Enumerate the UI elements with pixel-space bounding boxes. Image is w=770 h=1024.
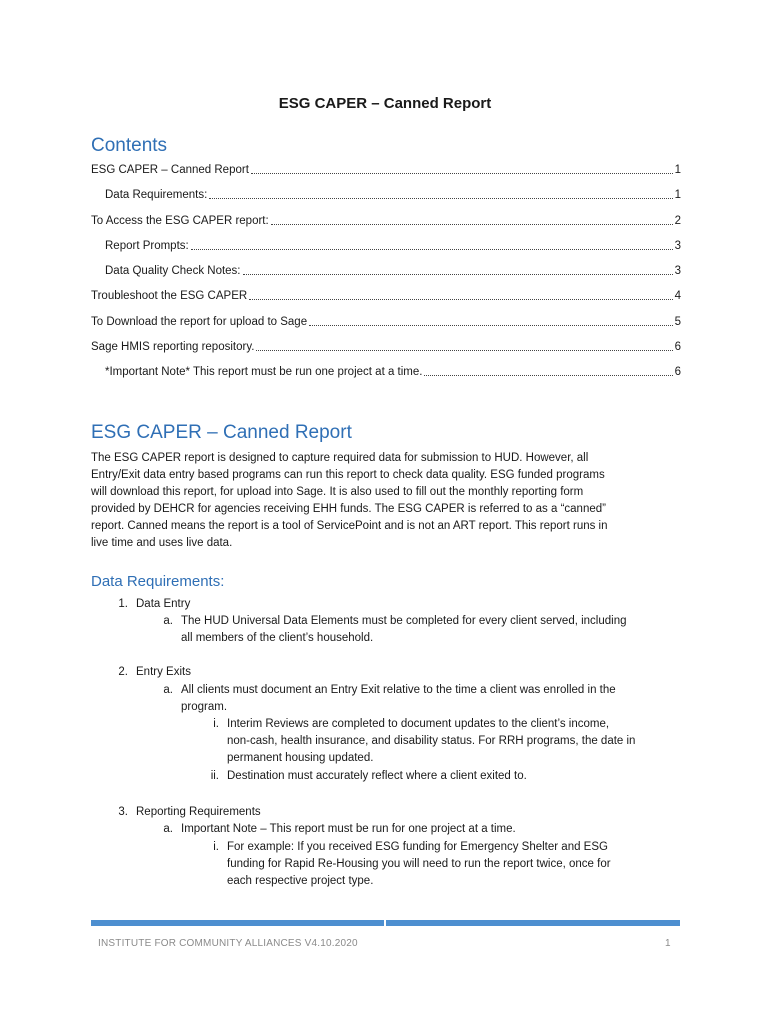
footer-organization: INSTITUTE FOR COMMUNITY ALLIANCES V4.10.2020 <box>98 938 358 949</box>
footer-rule-right <box>386 920 680 926</box>
list-item: 3. Reporting Requirements <box>118 806 261 818</box>
list-item-continuation: program. <box>181 701 228 713</box>
toc-entry[interactable]: ESG CAPER – Canned Report 1 <box>91 164 681 176</box>
list-item-continuation: funding for Rapid Re-Housing you will need to run the report twice, once for <box>227 858 611 870</box>
list-item: a. The HUD Universal Data Elements must be completed for every client served, including <box>163 615 627 627</box>
toc-entry[interactable]: To Download the report for upload to Sage 5 <box>91 316 681 328</box>
list-item-continuation: all members of the client’s household. <box>181 632 374 644</box>
list-item: a. All clients must document an Entry Exit relative to the time a client was enrolled in the <box>163 684 616 696</box>
list-item: 1. Data Entry <box>118 598 191 610</box>
list-item: 2. Entry Exits <box>118 666 191 678</box>
footer-rule-left <box>91 920 384 926</box>
list-item-continuation: permanent housing updated. <box>227 752 374 764</box>
intro-paragraph: The ESG CAPER report is designed to capture required data for submission to HUD. However, all Entry/Exit data entry based programs can run this report to check data quality. ESG funded programs will download this report, for upload into Sage. It is also used to fill out the monthly reporting form provided by DEHCR for agencies receiving EHH funds. The ESG CAPER is referred to as a “canned” report. Canned means the report is a tool of ServicePoint and is not an ART report. This report runs in live time and uses live data. <box>91 452 608 549</box>
toc-entry[interactable]: Data Requirements: 1 <box>105 189 681 201</box>
list-item: a. Important Note – This report must be run for one project at a time. <box>163 823 516 835</box>
toc-entry[interactable]: Troubleshoot the ESG CAPER 4 <box>91 290 681 302</box>
footer-page-number: 1 <box>665 938 671 949</box>
toc-entry[interactable]: *Important Note* This report must be run one project at a time. 6 <box>105 366 681 378</box>
list-item: ii. Destination must accurately reflect where a client exited to. <box>210 770 527 782</box>
requirements-heading: Data Requirements: <box>91 573 225 590</box>
document-title: ESG CAPER – Canned Report <box>278 95 492 112</box>
toc-entry[interactable]: Report Prompts: 3 <box>105 240 681 252</box>
list-item: i. Interim Reviews are completed to document updates to the client’s income, <box>213 718 610 730</box>
list-item-continuation: each respective project type. <box>227 875 374 887</box>
toc-entry[interactable]: To Access the ESG CAPER report: 2 <box>91 215 681 227</box>
list-item-continuation: non-cash, health insurance, and disability status. For RRH programs, the date in <box>227 735 636 747</box>
toc-entry[interactable]: Sage HMIS reporting repository. 6 <box>91 341 681 353</box>
toc-entry[interactable]: Data Quality Check Notes: 3 <box>105 265 681 277</box>
list-item: i. For example: If you received ESG funding for Emergency Shelter and ESG <box>213 841 608 853</box>
section-heading: ESG CAPER – Canned Report <box>91 422 352 443</box>
toc-heading: Contents <box>91 135 168 156</box>
